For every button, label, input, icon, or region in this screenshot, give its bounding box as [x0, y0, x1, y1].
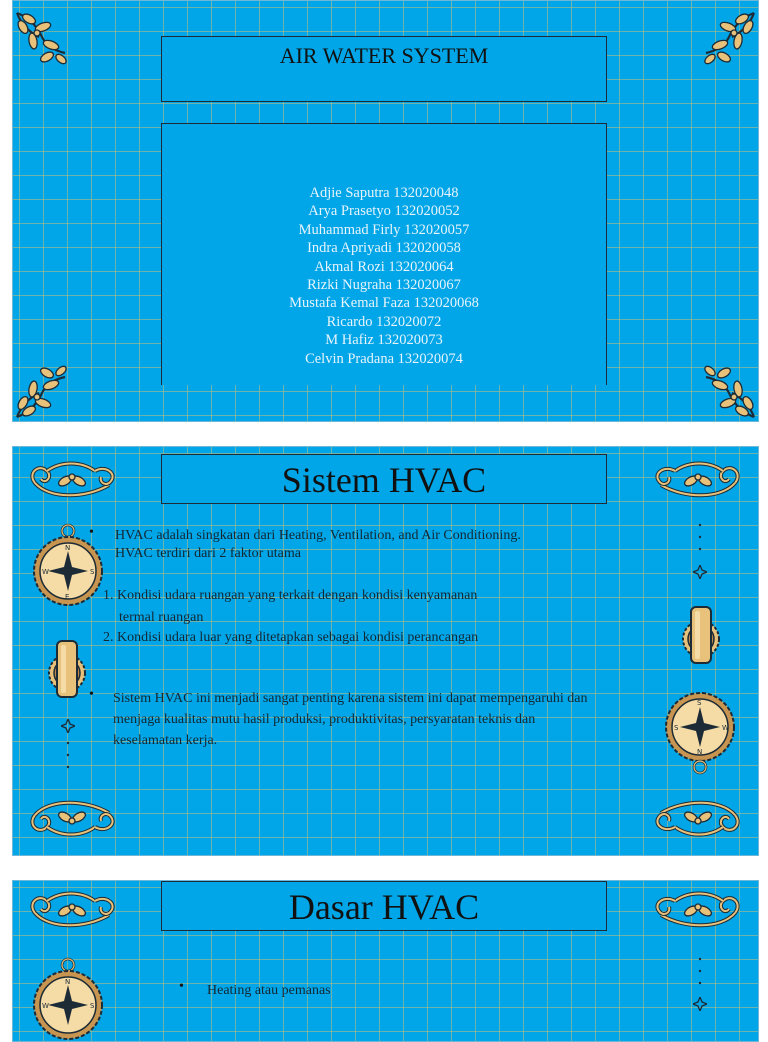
paragraph-line: HVAC terdiri dari 2 faktor utama [115, 546, 301, 561]
scroll-ornament-icon [649, 889, 745, 933]
paragraph-line: HVAC adalah singkatan dari Heating, Ventilation, and Air Conditioning. [115, 528, 521, 543]
numbered-item-continuation: termal ruangan [119, 610, 204, 625]
member-item: Adjie Saputra 132020048 [309, 185, 459, 201]
member-item: Arya Prasetyo 132020052 [308, 203, 460, 220]
paragraph-line: Heating atau pemanas [207, 983, 331, 998]
member-item: Mustafa Kemal Faza 132020068 [289, 295, 479, 312]
compass-n-label: N [65, 544, 71, 552]
slide-dasar-hvac [12, 880, 759, 1042]
slide-title [12, 0, 759, 422]
member-item: Muhammad Firly 132020057 [298, 221, 470, 238]
scroll-ornament-icon [649, 459, 745, 503]
compass-w-label: W [42, 568, 49, 576]
compass-s-label: S [674, 724, 679, 732]
member-item: Ricardo 132020072 [326, 313, 442, 330]
bullet-marker: • [89, 525, 94, 540]
slide-heading: Sistem HVAC [281, 460, 487, 500]
compass-icon [33, 957, 103, 1041]
floral-corner-icon [702, 365, 758, 421]
scroll-ornament-icon [25, 795, 121, 839]
presentation-title: AIR WATER SYSTEM [279, 43, 489, 68]
compass-s-label: S [90, 568, 95, 576]
star-ornament-icon [693, 565, 707, 579]
compass-e-label: E [65, 593, 70, 601]
knife-switch-icon [47, 633, 87, 705]
member-item: Rizki Nugraha 132020067 [307, 277, 461, 294]
compass-s-label: S [697, 699, 702, 707]
member-item: M Hafiz 132020073 [325, 332, 443, 349]
scroll-ornament-icon [25, 459, 121, 503]
dot-column-icon [65, 739, 71, 779]
floral-corner-icon [13, 365, 69, 421]
scroll-ornament-icon [649, 795, 745, 839]
compass-n-label: N [697, 748, 703, 756]
paragraph-line: menjaga kualitas mutu hasil produksi, produktivitas, persyaratan teknis dan [113, 712, 536, 727]
scroll-ornament-icon [25, 889, 121, 933]
numbered-item: 2. Kondisi udara luar yang ditetapkan sebagai kondisi perancangan [103, 630, 479, 645]
slide-heading-box [161, 454, 607, 504]
slide-heading-box [161, 881, 607, 931]
slide-title-box [161, 36, 607, 102]
floral-corner-icon [702, 9, 758, 65]
star-ornament-icon [61, 719, 75, 733]
dot-column-icon [697, 955, 703, 995]
numbered-item: 1. Kondisi udara ruangan yang terkait dengan kondisi kenyamanan [103, 588, 478, 603]
compass-icon [665, 687, 735, 775]
bullet-marker: • [179, 979, 184, 994]
dot-column-icon [697, 521, 703, 561]
floral-corner-icon [13, 9, 69, 65]
member-item: Celvin Pradana 132020074 [305, 350, 463, 367]
paragraph-line: keselamatan kerja. [113, 733, 218, 748]
knife-switch-icon [681, 599, 721, 671]
members-box [161, 123, 607, 385]
compass-s-label: S [90, 1002, 95, 1010]
compass-w-label: W [42, 1002, 49, 1010]
compass-n-label: N [65, 978, 71, 986]
slide-heading: Dasar HVAC [288, 887, 480, 927]
member-item: Indra Apriyadi 132020058 [307, 240, 461, 257]
compass-w-label: W [722, 724, 729, 732]
bullet-marker: • [89, 687, 94, 702]
member-item: Akmal Rozi 132020064 [314, 258, 454, 275]
members-list [162, 184, 606, 368]
slide-sistem-hvac [12, 446, 759, 856]
paragraph-line: Sistem HVAC ini menjadi sangat penting karena sistem ini dapat mempengaruhi dan [113, 691, 588, 706]
star-ornament-icon [693, 997, 707, 1011]
